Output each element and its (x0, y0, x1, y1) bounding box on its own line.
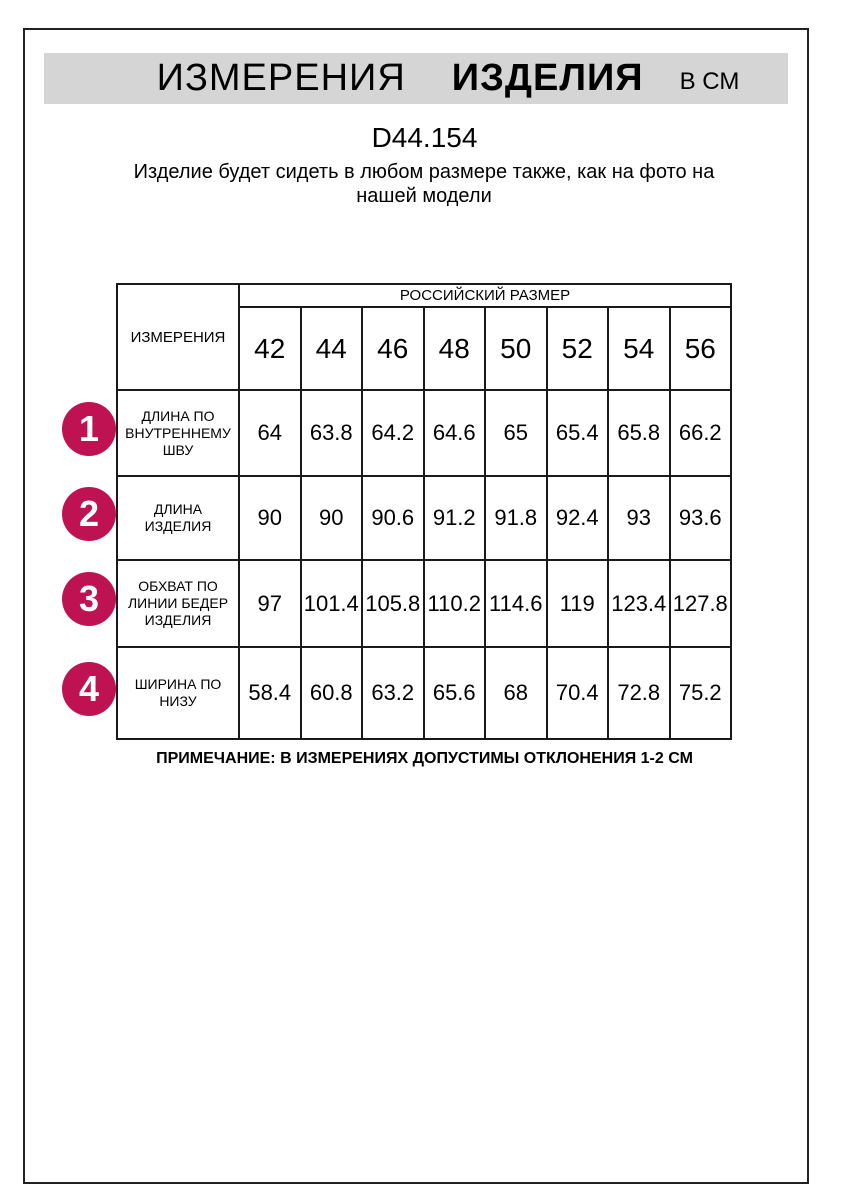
size-column-header: 46 (362, 307, 424, 390)
measurement-value: 110.2 (424, 560, 486, 647)
measurement-value: 90.6 (362, 476, 424, 560)
size-column-header: 44 (301, 307, 363, 390)
measurement-value: 90 (239, 476, 301, 560)
row-number-badge-1: 1 (62, 402, 116, 456)
measurement-value: 65.6 (424, 647, 486, 739)
page-title-product: ИЗДЕЛИЯ (451, 57, 644, 99)
measurement-value: 65 (485, 390, 547, 476)
row-number-badge-2: 2 (62, 487, 116, 541)
measurement-value: 91.2 (424, 476, 486, 560)
fit-description: Изделие будет сидеть в любом размере также, как на фото на нашей модели (133, 161, 715, 207)
style-code: D44.154 (371, 122, 478, 153)
measurement-value: 90 (301, 476, 363, 560)
measurement-value: 63.2 (362, 647, 424, 739)
measurement-value: 105.8 (362, 560, 424, 647)
measurement-value: 75.2 (670, 647, 732, 739)
size-column-header: 54 (608, 307, 670, 390)
page-title-unit: В СМ (679, 67, 740, 95)
measurement-value: 127.8 (670, 560, 732, 647)
measurement-value: 91.8 (485, 476, 547, 560)
measurement-value: 119 (547, 560, 609, 647)
measurement-value: 66.2 (670, 390, 732, 476)
measurement-value: 64.2 (362, 390, 424, 476)
measurement-value: 64.6 (424, 390, 486, 476)
measurement-value: 101.4 (301, 560, 363, 647)
measurement-value: 93 (608, 476, 670, 560)
size-column-header: 50 (485, 307, 547, 390)
measurement-value: 123.4 (608, 560, 670, 647)
measurement-value: 68 (485, 647, 547, 739)
page-title-measurements: ИЗМЕРЕНИЯ (156, 57, 406, 99)
measurement-value: 97 (239, 560, 301, 647)
table-row (117, 390, 731, 476)
table-row (117, 476, 731, 560)
measurement-value: 58.4 (239, 647, 301, 739)
measurement-value: 72.8 (608, 647, 670, 739)
table-group-header-row (117, 284, 731, 307)
measurement-value: 64 (239, 390, 301, 476)
measurement-value: 70.4 (547, 647, 609, 739)
measurement-value: 65.4 (547, 390, 609, 476)
table-row (117, 560, 731, 647)
measurement-value: 65.8 (608, 390, 670, 476)
measurement-label: ШИРИНА ПО НИЗУ (117, 647, 239, 739)
measurement-label: ДЛИНА ПО ВНУТРЕННЕМУ ШВУ (117, 390, 239, 476)
size-column-header: 42 (239, 307, 301, 390)
measurement-value: 114.6 (485, 560, 547, 647)
size-column-header: 56 (670, 307, 732, 390)
measurement-value: 92.4 (547, 476, 609, 560)
size-column-header: 52 (547, 307, 609, 390)
tolerance-note: ПРИМЕЧАНИЕ: В ИЗМЕРЕНИЯХ ДОПУСТИМЫ ОТКЛОНЕНИЯ 1-2 СМ (156, 750, 693, 767)
row-number-badge-3: 3 (62, 572, 116, 626)
row-number-badge-4: 4 (62, 662, 116, 716)
header-bar (44, 53, 788, 104)
size-column-header: 48 (424, 307, 486, 390)
corner-header-cell: ИЗМЕРЕНИЯ (117, 284, 239, 390)
measurement-value: 93.6 (670, 476, 732, 560)
size-measurement-table (116, 283, 732, 740)
measurement-label: ДЛИНА ИЗДЕЛИЯ (117, 476, 239, 560)
russian-size-header-cell: РОССИЙСКИЙ РАЗМЕР (239, 284, 731, 307)
measurement-value: 63.8 (301, 390, 363, 476)
table-row (117, 647, 731, 739)
measurement-label: ОБХВАТ ПО ЛИНИИ БЕДЕР ИЗДЕЛИЯ (117, 560, 239, 647)
measurement-value: 60.8 (301, 647, 363, 739)
